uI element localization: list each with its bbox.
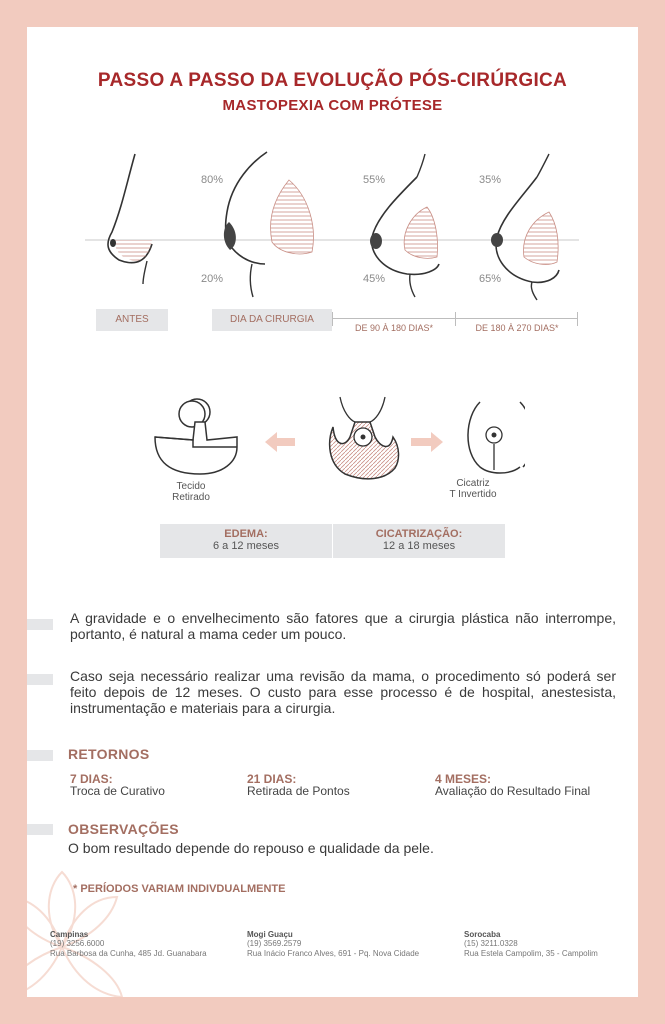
stage-tick	[332, 312, 333, 326]
profile-180-270-icon	[491, 154, 559, 300]
footer-phone-1[interactable]: (19) 3256.6000	[50, 939, 105, 948]
paragraph-gravity: A gravidade e o envelhecimento são fatores que a cirurgia plástica não interrompe, portanto, é natural a mama ceder um pouco.	[70, 610, 616, 642]
stage2-top-percent: 80%	[201, 174, 224, 186]
stage-label-dia-cirurgia: DIA DA CIRURGIA	[212, 309, 332, 331]
healing-label: CICATRIZAÇÃO:	[375, 528, 463, 540]
footer-phone-2[interactable]: (19) 3569.2579	[247, 939, 302, 948]
info-card	[27, 27, 638, 997]
bullet-marker	[27, 750, 53, 761]
stage-tick	[455, 312, 456, 326]
observacoes-text: O bom resultado depende do repouso e qualidade da pele.	[68, 840, 434, 856]
footer-address-1: Rua Barbosa da Cunha, 485 Jd. Guanabara	[50, 949, 207, 958]
profile-dia-cirurgia-icon	[224, 152, 314, 297]
stage2-bottom-percent: 20%	[201, 273, 224, 285]
page-title: PASSO A PASSO DA EVOLUÇÃO PÓS-CIRÚRGICA	[97, 70, 568, 91]
stage-tick	[577, 312, 578, 326]
removed-tissue-icon	[155, 399, 237, 474]
bullet-marker	[27, 674, 53, 685]
caption-line: Retirado	[172, 492, 210, 503]
retorno-3-desc: Avaliação do Resultado Final	[435, 784, 591, 798]
periods-note: * PERÍODOS VARIAM INDIVDUALMENTE	[73, 883, 286, 895]
arrow-left-icon	[265, 432, 295, 452]
stage-label-antes: ANTES	[96, 309, 168, 331]
retorno-2-desc: Retirada de Pontos	[247, 784, 350, 798]
removed-tissue-caption	[157, 481, 225, 503]
retorno-1-title: 7 DIAS:	[70, 772, 113, 786]
bullet-marker	[27, 619, 53, 630]
observacoes-heading: OBSERVAÇÕES	[68, 821, 179, 837]
paragraph-revision: Caso seja necessário realizar uma revisão da mama, o procedimento só poderá ser feito depois de 12 meses. O custo para esse processo é de hospital, anestesista, instrumentação e materiais para a cirurgia.	[70, 668, 616, 716]
stage4-top-percent: 35%	[479, 174, 502, 186]
scar-inverted-t-icon	[468, 402, 525, 473]
retorno-1-desc: Troca de Curativo	[70, 784, 165, 798]
scar-caption	[433, 478, 513, 500]
caption-line: T Invertido	[449, 489, 497, 500]
edema-label: EDEMA:	[224, 528, 268, 540]
stage3-bottom-percent: 45%	[363, 273, 386, 285]
profile-antes-icon	[108, 154, 152, 284]
footer-city-3: Sorocaba	[464, 930, 501, 939]
healing-value: 12 a 18 meses	[382, 540, 456, 552]
front-view-diagrams	[145, 392, 525, 482]
edema-box	[160, 524, 332, 558]
footer-city-1: Campinas	[50, 930, 89, 939]
edema-value: 6 a 12 meses	[212, 540, 280, 552]
bullet-marker	[27, 824, 53, 835]
caption-line: Cicatriz	[456, 478, 490, 489]
footer-city-2: Mogi Guaçu	[247, 930, 293, 939]
stage-label-90-180: DE 90 À 180 DIAS*	[354, 323, 434, 333]
hatched-breast-icon	[330, 397, 399, 479]
healing-box	[333, 524, 505, 558]
footer-address-3: Rua Estela Campolim, 35 - Campolim	[464, 949, 598, 958]
stage3-top-percent: 55%	[363, 174, 386, 186]
retorno-3-title: 4 MESES:	[435, 772, 492, 786]
stage4-bottom-percent: 65%	[479, 273, 502, 285]
stage-label-180-270: DE 180 À 270 DIAS*	[475, 323, 559, 333]
footer-address-2: Rua Inácio Franco Alves, 691 - Pq. Nova Cidade	[247, 949, 420, 958]
retornos-heading: RETORNOS	[68, 746, 150, 762]
breast-profile-illustrations	[27, 142, 638, 307]
footer-phone-3[interactable]: (15) 3211.0328	[464, 939, 518, 948]
page-subtitle: MASTOPEXIA COM PRÓTESE	[222, 97, 443, 114]
caption-line: Tecido	[176, 481, 206, 492]
arrow-right-icon	[411, 432, 443, 452]
retorno-2-title: 21 DIAS:	[247, 772, 297, 786]
